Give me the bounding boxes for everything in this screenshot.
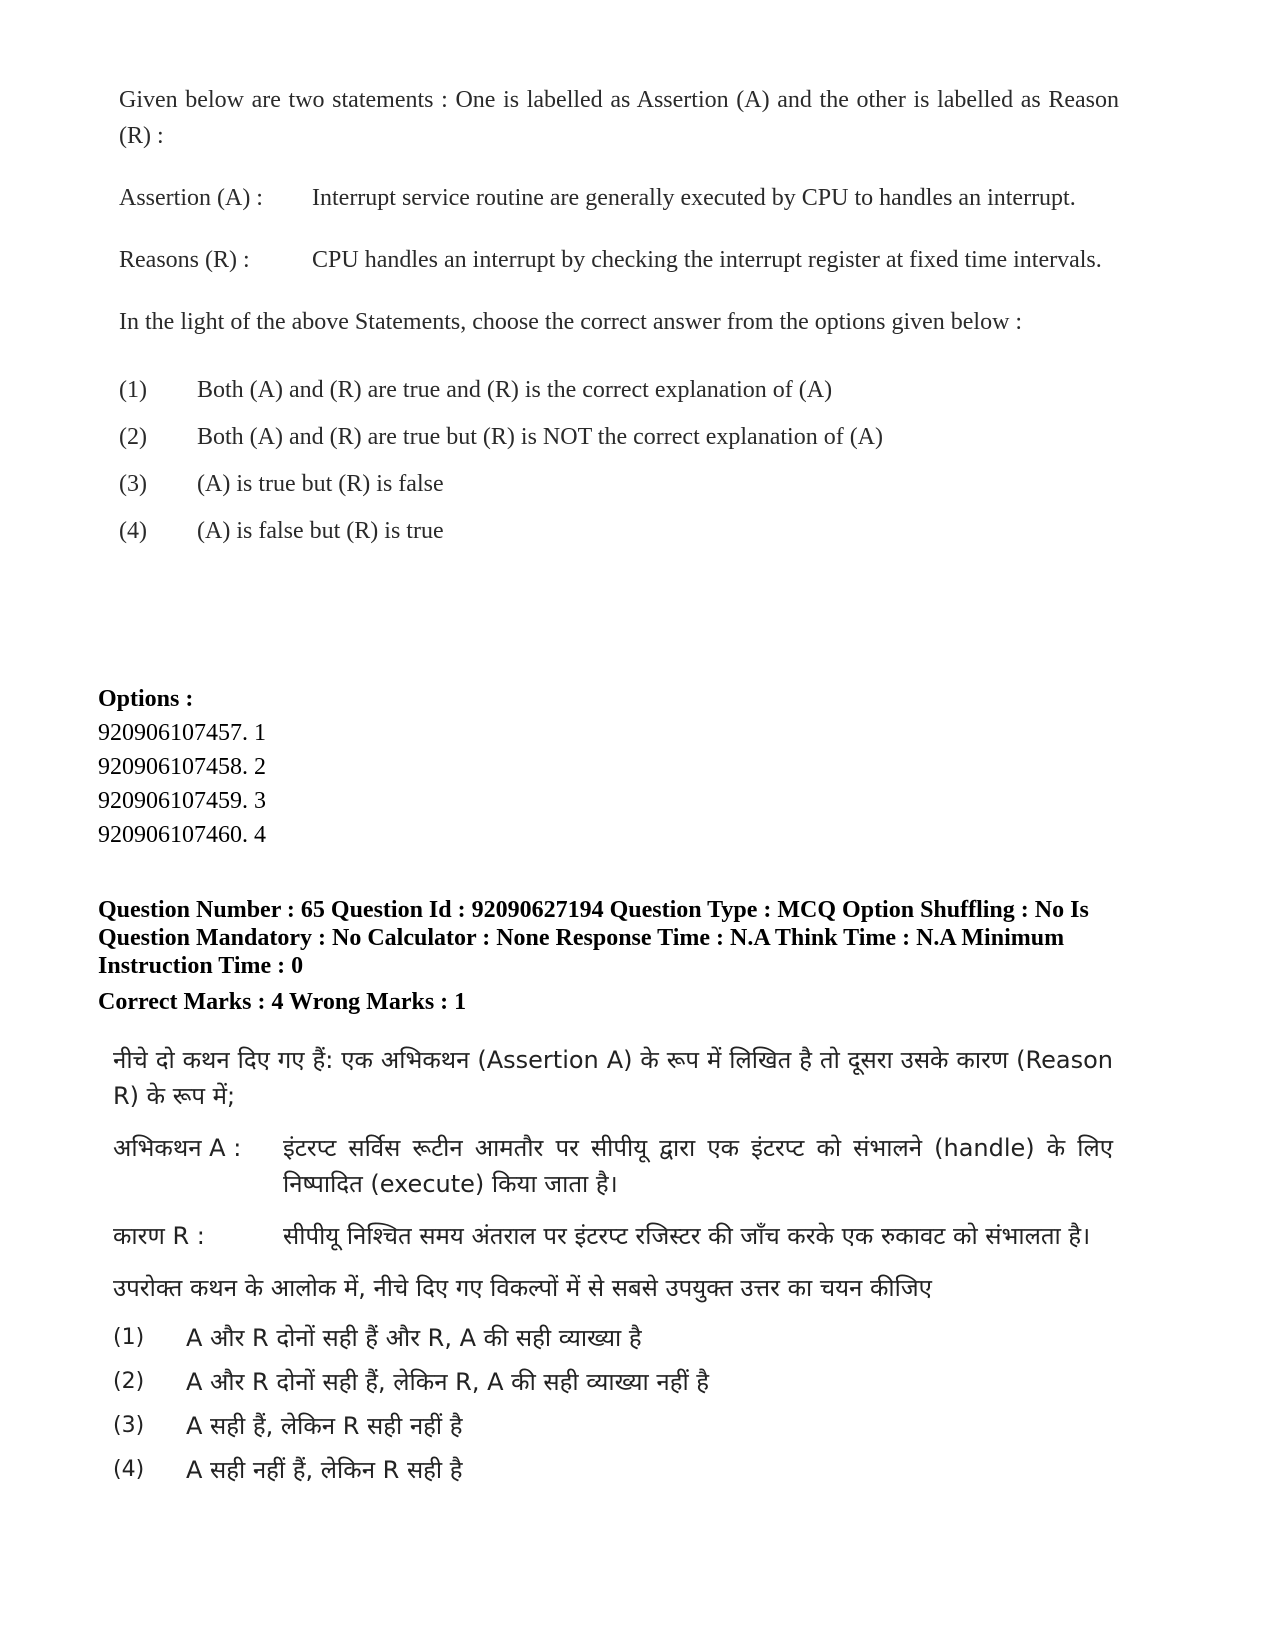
metadata-line: Question Mandatory : No Calculator : None Response Time : N.A Think Time : N.A Minimum <box>98 925 1065 951</box>
option-id-item: 920906107459. 3 <box>98 788 266 814</box>
answer-option <box>119 460 1119 507</box>
hindi-question-block <box>113 1042 1113 1492</box>
hindi-assertion-statement <box>113 1130 1113 1202</box>
assertion-statement <box>119 180 1119 216</box>
hindi-assertion-text: इंटरप्ट सर्विस रूटीन आमतौर पर सीपीयू द्वारा एक इंटरप्ट को संभालने (handle) के लिए निष्पादित (execute) किया जाता है। <box>283 1134 1113 1198</box>
metadata-line: Instruction Time : 0 <box>98 953 304 979</box>
reason-statement <box>119 242 1119 278</box>
hindi-option-number: (4) <box>113 1457 145 1482</box>
hindi-assertion-label: अभिकथन A : <box>113 1134 242 1162</box>
hindi-option-text: A सही नहीं हैं, लेकिन R सही है <box>186 1456 463 1484</box>
hindi-option-text: A और R दोनों सही हैं और R, A की सही व्याख्या है <box>186 1324 642 1352</box>
option-number: (3) <box>119 470 147 497</box>
question-metadata <box>98 896 1178 1016</box>
assertion-text: Interrupt service routine are generally executed by CPU to handles an interrupt. <box>312 185 1076 211</box>
option-text: (A) is false but (R) is true <box>197 517 444 544</box>
option-text: (A) is true but (R) is false <box>197 470 444 497</box>
hindi-question-intro: नीचे दो कथन दिए गए हैं: एक अभिकथन (Assertion A) के रूप में लिखित है तो दूसरा उसके कारण (Reason R) के रूप में; <box>113 1046 1113 1110</box>
hindi-answer-options <box>113 1316 1113 1492</box>
option-number: (1) <box>119 376 147 403</box>
reason-label: Reasons (R) : <box>119 247 250 273</box>
hindi-answer-option <box>113 1316 1113 1360</box>
hindi-option-number: (3) <box>113 1413 145 1438</box>
marks-line: Correct Marks : 4 Wrong Marks : 1 <box>98 989 467 1015</box>
hindi-reason-text: सीपीयू निश्चित समय अंतराल पर इंटरप्ट रजिस्टर की जाँच करके एक रुकावट को संभालता है। <box>283 1222 1091 1250</box>
answer-options <box>119 366 1119 554</box>
hindi-option-text: A और R दोनों सही हैं, लेकिन R, A की सही व्याख्या नहीं है <box>186 1368 710 1396</box>
option-id-item: 920906107460. 4 <box>98 822 266 848</box>
option-number: (4) <box>119 517 147 544</box>
hindi-option-text: A सही हैं, लेकिन R सही नहीं है <box>186 1412 463 1440</box>
option-text: Both (A) and (R) are true and (R) is the correct explanation of (A) <box>197 376 833 403</box>
answer-option <box>119 413 1119 460</box>
assertion-label: Assertion (A) : <box>119 185 263 211</box>
hindi-reason-label: कारण R : <box>113 1222 205 1250</box>
option-text: Both (A) and (R) are true but (R) is NOT the correct explanation of (A) <box>197 423 884 450</box>
hindi-reason-statement <box>113 1218 1113 1254</box>
option-id-item: 920906107458. 2 <box>98 754 266 780</box>
hindi-answer-option <box>113 1360 1113 1404</box>
option-id-item: 920906107457. 1 <box>98 720 266 746</box>
metadata-line: Question Number : 65 Question Id : 92090627194 Question Type : MCQ Option Shuffling : No Is <box>98 897 1089 923</box>
options-section <box>98 682 266 852</box>
hindi-question-prompt: उपरोक्त कथन के आलोक में, नीचे दिए गए विकल्पों में से सबसे उपयुक्त उत्तर का चयन कीजिए <box>113 1274 932 1302</box>
hindi-option-number: (2) <box>113 1369 145 1394</box>
english-question-block <box>119 82 1119 554</box>
hindi-answer-option <box>113 1448 1113 1492</box>
question-intro: Given below are two statements : One is labelled as Assertion (A) and the other is labelled as Reason (R) : <box>119 87 1119 149</box>
answer-option <box>119 507 1119 554</box>
hindi-option-number: (1) <box>113 1325 145 1350</box>
reason-text: CPU handles an interrupt by checking the interrupt register at fixed time intervals. <box>312 247 1102 273</box>
options-title: Options : <box>98 686 194 712</box>
question-prompt: In the light of the above Statements, choose the correct answer from the options given below : <box>119 309 1023 335</box>
answer-option <box>119 366 1119 413</box>
option-number: (2) <box>119 423 147 450</box>
hindi-answer-option <box>113 1404 1113 1448</box>
